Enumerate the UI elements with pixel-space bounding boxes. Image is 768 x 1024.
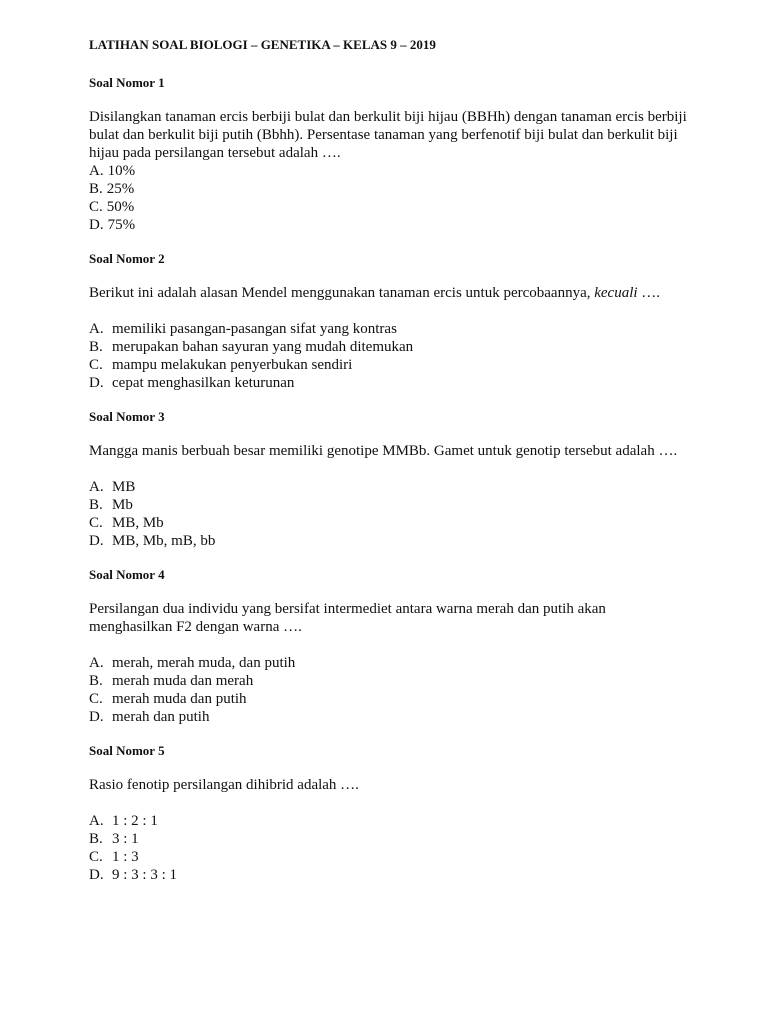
answer-option [89,320,689,338]
option-text: 10% [107,163,136,179]
question-text-tail: …. [637,285,661,301]
answer-option [89,866,689,884]
option-text: 75% [107,217,136,233]
option-letter: D. [89,217,104,233]
option-letter: B. [89,673,103,689]
document-title: LATIHAN SOAL BIOLOGI – GENETIKA – KELAS 9 – 2019 [89,37,436,52]
option-letter: A. [89,813,104,829]
answer-option [89,338,689,356]
answer-option [89,514,689,532]
question-text-emphasis: kecuali [594,285,638,301]
question-heading: Soal Nomor 3 [89,409,165,424]
option-letter: A. [89,321,104,337]
option-text: MB [112,479,136,495]
answer-option [89,356,689,374]
option-text: memiliki pasangan-pasangan sifat yang kontras [112,321,397,337]
option-text: Mb [112,497,133,513]
answer-option [89,690,689,708]
option-letter: C. [89,357,103,373]
question-text: Rasio fenotip persilangan dihibrid adalah …. [89,777,359,793]
question-4 [89,566,689,726]
option-text: 25% [106,181,135,197]
answer-option [89,532,689,550]
document-page [89,36,689,900]
answer-options [89,162,689,234]
answer-option [89,830,689,848]
question-1 [89,74,689,234]
option-text: cepat menghasilkan keturunan [112,375,295,391]
option-text: merah muda dan merah [112,673,254,689]
answer-option [89,654,689,672]
option-letter: D. [89,533,104,549]
option-letter: C. [89,849,103,865]
answer-option [89,374,689,392]
question-heading: Soal Nomor 1 [89,75,165,90]
option-text: merah, merah muda, dan putih [112,655,296,671]
option-letter: A. [89,655,104,671]
question-text [89,284,689,302]
option-text: 1 : 3 [112,849,139,865]
option-letter: A. [89,479,104,495]
question-3 [89,408,689,550]
question-text: Mangga manis berbuah besar memiliki genotipe MMBb. Gamet untuk genotip tersebut adalah …. [89,443,678,459]
option-text: merah dan putih [112,709,210,725]
question-text: Persilangan dua individu yang bersifat intermediet antara warna merah dan putih akan menghasilkan F2 dengan warna …. [89,601,606,635]
option-text: 9 : 3 : 3 : 1 [112,867,178,883]
answer-option [89,708,689,726]
answer-option [89,496,689,514]
answer-option [89,180,689,198]
option-text: mampu melakukan penyerbukan sendiri [112,357,353,373]
option-letter: B. [89,339,103,355]
option-text: MB, Mb [112,515,164,531]
option-letter: C. [89,691,103,707]
answer-option [89,848,689,866]
question-heading: Soal Nomor 4 [89,567,165,582]
option-letter: B. [89,497,103,513]
option-text: 50% [106,199,135,215]
option-letter: C. [89,515,103,531]
question-text-main: Berikut ini adalah alasan Mendel menggunakan tanaman ercis untuk percobaannya, [89,285,595,301]
option-text: merupakan bahan sayuran yang mudah ditemukan [112,339,414,355]
option-letter: C. [89,199,103,215]
option-letter: A. [89,163,104,179]
answer-option [89,478,689,496]
answer-options [89,812,689,884]
answer-options [89,478,689,550]
question-5 [89,742,689,884]
option-text: 3 : 1 [112,831,139,847]
answer-option [89,812,689,830]
option-letter: D. [89,375,104,391]
answer-option [89,198,689,216]
question-heading: Soal Nomor 2 [89,251,165,266]
option-letter: B. [89,831,103,847]
question-2 [89,250,689,392]
answer-options [89,320,689,392]
question-text: Disilangkan tanaman ercis berbiji bulat dan berkulit biji hijau (BBHh) dengan tanaman ercis berbiji bulat dan berkulit biji putih (Bbhh). Persentase tanaman yang berfenotif biji bulat dan berkulit biji hijau pada persilangan tersebut adalah …. [89,109,687,161]
option-text: merah muda dan putih [112,691,247,707]
option-text: MB, Mb, mB, bb [112,533,216,549]
option-letter: D. [89,867,104,883]
answer-option [89,162,689,180]
question-heading: Soal Nomor 5 [89,743,165,758]
answer-option [89,216,689,234]
answer-option [89,672,689,690]
answer-options [89,654,689,726]
option-letter: D. [89,709,104,725]
option-letter: B. [89,181,103,197]
option-text: 1 : 2 : 1 [112,813,158,829]
